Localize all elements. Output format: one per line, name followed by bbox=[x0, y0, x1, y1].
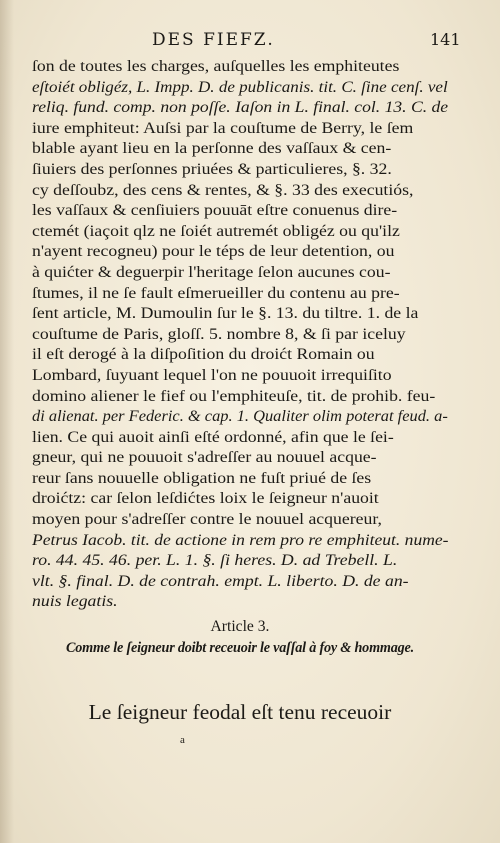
text-line: reur ſans nouuelle obligation ne fuſt priué de ſes bbox=[32, 469, 372, 487]
running-head: DES FIEFZ. bbox=[152, 30, 275, 50]
text-line: domino aliener le fief ou l'emphiteuſe, tit. de prohib. feu- bbox=[32, 387, 436, 405]
text-line: cy deſſoubz, des cens & rentes, & §. 33 des executiós, bbox=[32, 181, 414, 199]
text-line: ctemét (iaçoit qlz ne ſoiét autremét obligéz ou qu'ilz bbox=[32, 222, 400, 240]
text-line: gneur, qui ne pouuoit s'adreſſer au nouuel acque- bbox=[32, 449, 377, 467]
text-line: ſon de toutes les charges, auſquelles les emphiteutes bbox=[32, 58, 400, 75]
article-heading: Article 3. bbox=[210, 618, 270, 636]
text-line: reliq. fund. comp. non poſſe. Iaſon in L. final. col. 13. C. de bbox=[32, 99, 449, 117]
next-article-text: Le ſeigneur feodal eſt tenu receuoir bbox=[88, 700, 392, 724]
text-line: Lombard, ſuyuant lequel l'on ne pouuoit irrequiſito bbox=[32, 366, 392, 384]
text-line: n'ayent recogneu) pour le téps de leur detention, ou bbox=[32, 243, 395, 261]
text-line: iure emphiteut: Auſsi par la couſtume de Berry, le ſem bbox=[32, 119, 414, 137]
text-line: couſtume de Paris, gloſſ. 5. nombre 8, & ſi par iceluy bbox=[32, 325, 406, 343]
text-line: di alienat. per Federic. & cap. 1. Qualiter olim poterat feud. a- bbox=[32, 408, 448, 426]
text-line: les vaſſaux & cenſiuiers pouuāt eſtre conuenus dire- bbox=[32, 202, 398, 220]
body-lines bbox=[32, 57, 448, 613]
next-article-opening bbox=[32, 700, 448, 725]
text-line: Petrus Iacob. tit. de actione in rem pro re emphiteut. nume- bbox=[32, 531, 449, 549]
text-line: moyen pour s'adreſſer contre le nouuel acquereur, bbox=[32, 511, 382, 529]
text-line: il eſt derogé à la diſpoſition du droićt Romain ou bbox=[32, 346, 375, 364]
text-line: à quićter & deguerpir l'heritage ſelon aucunes cou- bbox=[32, 263, 391, 281]
text-line: ſiuiers des perſonnes priuées & particulieres, §. 32. bbox=[32, 160, 392, 178]
text-line: lien. Ce qui auoit ainſi eſté ordonné, afin que le ſei- bbox=[32, 428, 394, 446]
text-line: droićtz: car ſelon leſdićtes loix le ſeigneur n'auoit bbox=[32, 490, 379, 508]
text-line: ro. 44. 45. 46. per. L. 1. §. ſi heres. D. ad Trebell. L. bbox=[32, 552, 398, 570]
article-rubric: Comme le ſeigneur doibt receuoir le vaſſal à foy & hommage. bbox=[66, 639, 414, 656]
text-line: vlt. §. final. D. de contrah. empt. L. liberto. D. de an- bbox=[32, 572, 409, 590]
text-line: nuis legatis. bbox=[32, 593, 118, 611]
body-text bbox=[32, 57, 448, 658]
text-line: blable ayant lieu en la perſonne des vaſſaux & cen- bbox=[32, 140, 392, 158]
text-line: ſtumes, il ne ſe fault eſmerueiller du contenu au pre- bbox=[32, 284, 400, 302]
text-line: eſtoiét obligéz, L. Impp. D. de publicanis. tit. C. ſine cenſ. vel bbox=[32, 78, 448, 96]
page-header bbox=[0, 30, 500, 56]
gutter-shadow bbox=[0, 0, 14, 843]
page-number: 141 bbox=[430, 30, 461, 49]
text-line: ſent article, M. Dumoulin ſur le §. 13. du tiltre. 1. de la bbox=[32, 305, 419, 323]
signature-mark: a bbox=[180, 734, 185, 746]
